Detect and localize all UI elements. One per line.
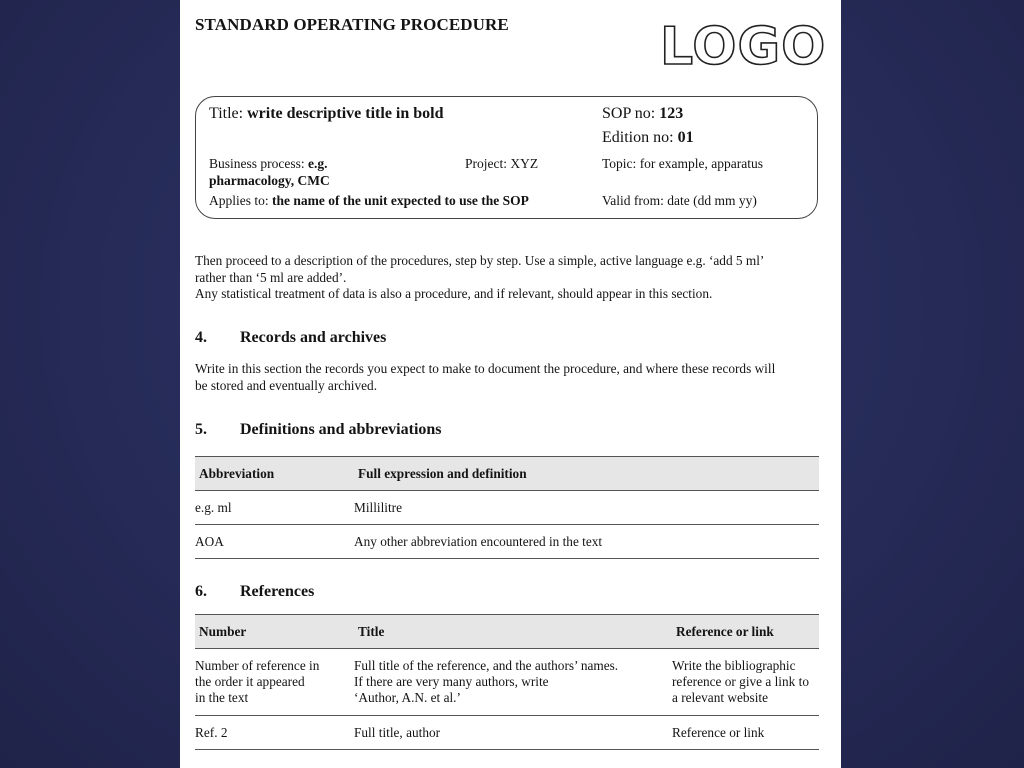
sop-no-field: SOP no: 123	[602, 105, 684, 122]
table-cell: Write the bibliographic reference or give a link to a relevant website	[672, 649, 819, 716]
title-field: Title: write descriptive title in bold	[209, 105, 444, 122]
section-4-line: Write in this section the records you expect to make to document the procedure, and where these records will	[195, 361, 776, 376]
section-6-heading: 6. References	[195, 583, 315, 600]
table-row	[195, 491, 819, 525]
topic-field: Topic: for example, apparatus	[602, 156, 764, 171]
column-header: Reference or link	[672, 615, 819, 649]
sop-info-box	[195, 96, 818, 219]
column-header: Abbreviation	[195, 457, 354, 491]
section-4-paragraph	[195, 361, 820, 394]
business-process-value: pharmacology, CMC	[209, 173, 330, 188]
project-field: Project: XYZ	[465, 156, 539, 171]
abbreviations-table	[195, 456, 819, 559]
table-cell: Full title of the reference, and the authors’ names. If there are very many authors, write ‘Author, A.N. et al.’	[354, 649, 672, 716]
svg-text:LOGO: LOGO	[660, 17, 826, 74]
business-process-field: Business process: e.g.	[209, 156, 328, 171]
table-cell: Ref. 2	[195, 716, 354, 750]
table-cell: Reference or link	[672, 716, 819, 750]
intro-line: Any statistical treatment of data is also a procedure, and if relevant, should appear in this section.	[195, 286, 713, 301]
table-row	[195, 649, 819, 716]
edition-field: Edition no: 01	[602, 129, 694, 146]
table-cell: Millilitre	[354, 491, 819, 525]
table-cell: AOA	[195, 525, 354, 559]
valid-from-field: Valid from: date (dd mm yy)	[602, 193, 757, 208]
table-row	[195, 525, 819, 559]
table-cell: Number of reference in the order it appeared in the text	[195, 649, 354, 716]
intro-paragraph	[195, 253, 820, 303]
table-cell: Full title, author	[354, 716, 672, 750]
table-cell: Any other abbreviation encountered in the text	[354, 525, 819, 559]
section-5-heading: 5. Definitions and abbreviations	[195, 421, 442, 438]
table-header-row	[195, 615, 819, 649]
section-4-line: be stored and eventually archived.	[195, 377, 378, 393]
table-header-row	[195, 457, 819, 491]
table-cell: e.g. ml	[195, 491, 354, 525]
applies-to-field: Applies to: the name of the unit expected to use the SOP	[209, 193, 529, 208]
section-4-heading: 4. Records and archives	[195, 329, 387, 346]
intro-line: rather than ‘5 ml are added’.	[195, 269, 347, 285]
logo	[656, 10, 826, 74]
sop-heading: STANDARD OPERATING PROCEDURE	[195, 15, 509, 34]
intro-line: Then proceed to a description of the procedures, step by step. Use a simple, active language e.g. ‘add 5 ml’	[195, 253, 765, 268]
table-row	[195, 716, 819, 750]
column-header: Title	[354, 615, 672, 649]
document-page	[180, 0, 841, 768]
column-header: Number	[195, 615, 354, 649]
references-table	[195, 614, 819, 750]
column-header: Full expression and definition	[354, 457, 819, 491]
